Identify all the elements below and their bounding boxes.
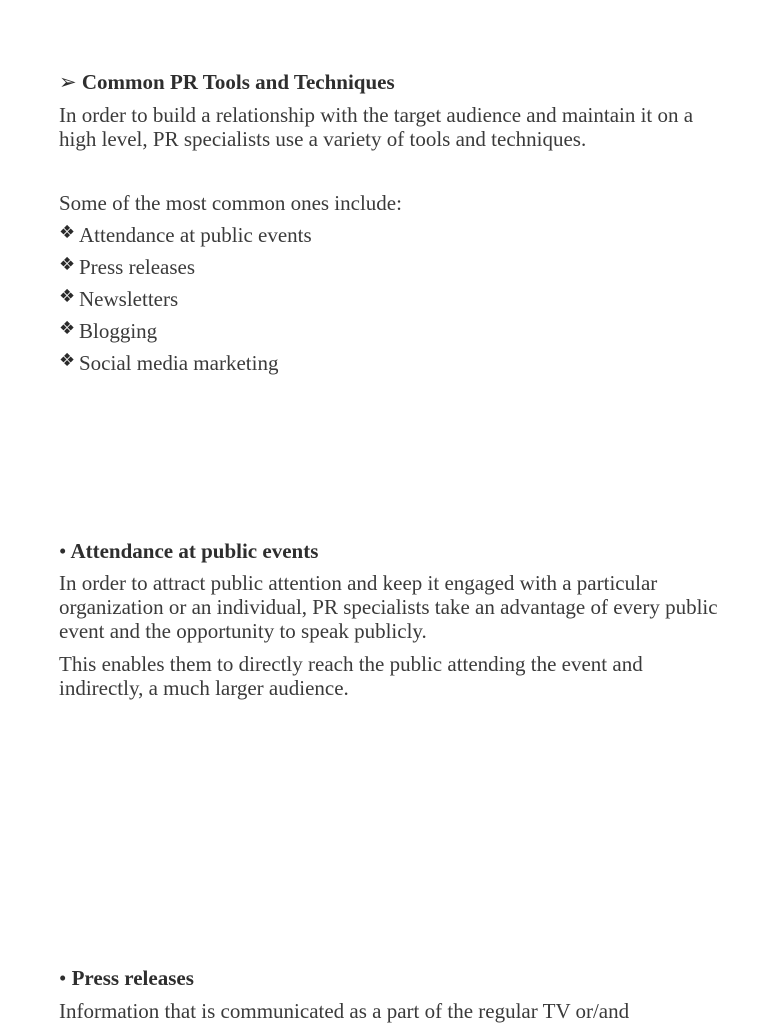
list-lead-text: Some of the most common ones include:: [59, 191, 402, 215]
section-heading-public-events: [59, 539, 318, 563]
section-title: Press releases: [71, 966, 194, 990]
intro-paragraph: In order to build a relationship with the target audience and maintain it on a high level, PR specialists use a variety of tools and techniques.: [59, 103, 694, 151]
section-heading-press-releases: [59, 966, 194, 990]
list-item-label: Social media marketing: [79, 351, 279, 375]
list-item: [59, 254, 312, 286]
public-events-paragraph-1: In order to attract public attention and keep it engaged with a particular organization or an individual, PR specialists take an advantage of every public event and the opportunity to speak publicly.: [59, 571, 718, 643]
section-title: Common PR Tools and Techniques: [81, 70, 395, 94]
bullet-dot-icon: •: [59, 539, 67, 563]
diamond-bullet-icon: ❖: [59, 222, 76, 243]
list-item: [59, 350, 312, 382]
list-item-label: Newsletters: [79, 287, 179, 311]
section-title: Attendance at public events: [70, 539, 319, 563]
public-events-paragraph-2: This enables them to directly reach the public attending the event and indirectly, a much larger audience.: [59, 652, 643, 700]
list-item: [59, 318, 312, 350]
section-heading-pr-tools: [59, 70, 395, 94]
press-releases-paragraph-1: Information that is communicated as a part of the regular TV or/and: [59, 999, 630, 1023]
list-item-label: Blogging: [79, 319, 158, 343]
diamond-bullet-icon: ❖: [59, 254, 76, 275]
arrow-bullet-icon: ➢: [59, 70, 77, 94]
list-item-label: Attendance at public events: [79, 223, 312, 247]
tools-list: [59, 222, 312, 382]
list-item-label: Press releases: [79, 255, 196, 279]
list-item: [59, 286, 312, 318]
diamond-bullet-icon: ❖: [59, 350, 76, 371]
list-item: [59, 222, 312, 254]
bullet-dot-icon: •: [59, 966, 67, 990]
diamond-bullet-icon: ❖: [59, 286, 76, 307]
diamond-bullet-icon: ❖: [59, 318, 76, 339]
